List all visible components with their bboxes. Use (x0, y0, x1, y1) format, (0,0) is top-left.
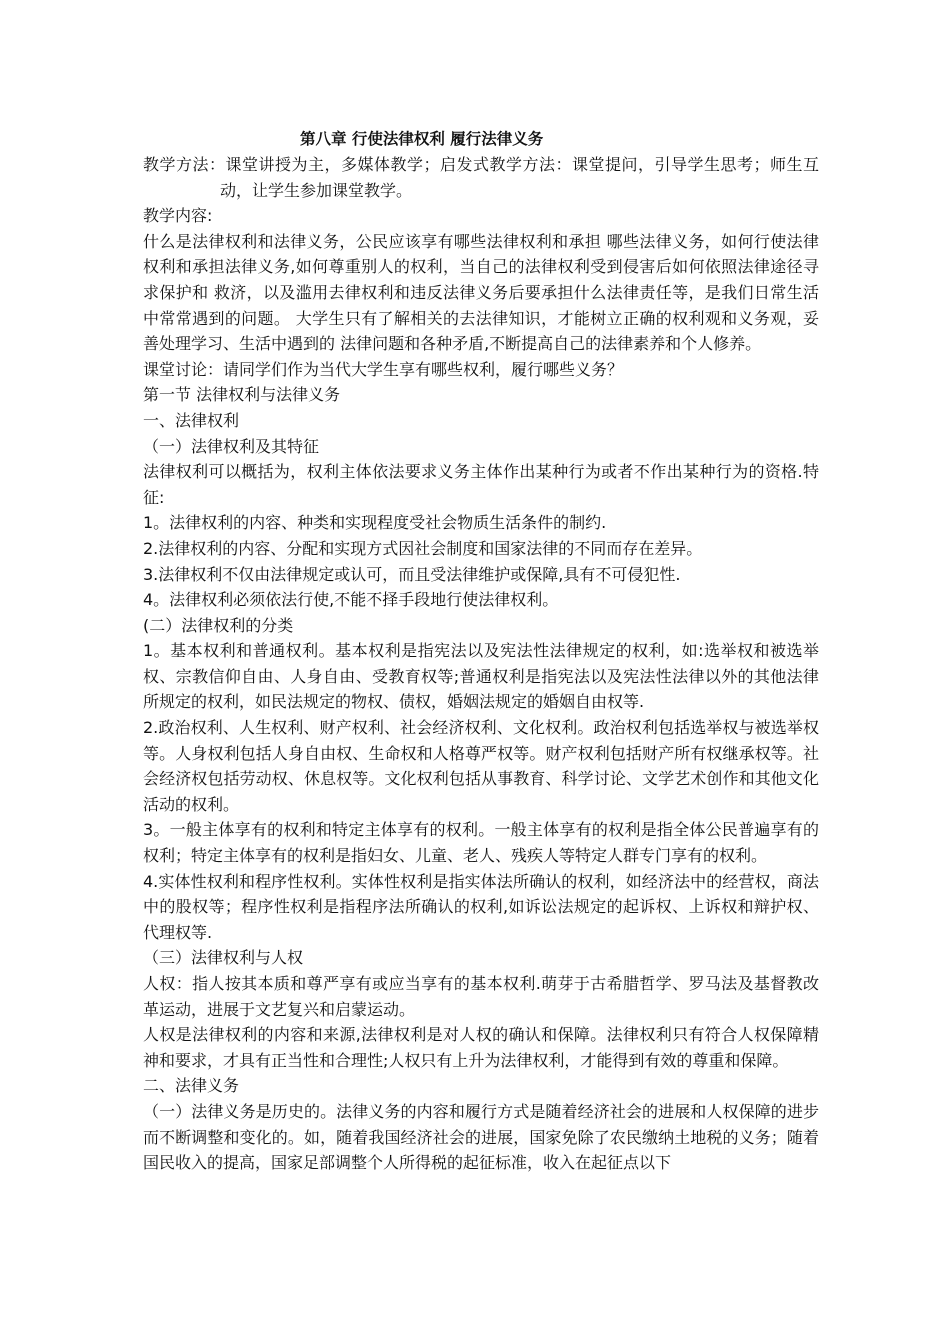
feature-2: 2.法律权利的内容、分配和实现方式因社会制度和国家法律的不同而存在差异。 (143, 538, 703, 558)
feature-1: 1。法律权利的内容、种类和实现程度受社会物质生活条件的制约. (143, 513, 607, 533)
subheading-legal-obligations: 二、法律义务 (143, 1076, 240, 1096)
intro-paragraph: 什么是法律权利和法律义务，公民应该享有哪些法律权利和承担 哪些法律义务，如何行使法律权利和承担法律义务,如何尊重别人的权利，当自己的法律权利受到侵害后如何依照法律途径寻求保护和 救济，以及滥用去律权利和违反法律义务后要承担什么法律责任等，是我们日常生活中常常遇到的问题。 大学生只有了解相关的去法律知识，才能树立正确的权利观和义务观，妥善处理学习、生活中遇到的 法律问题和各种矛盾,不断提高自己的法律素养和个人修养。 (143, 231, 819, 354)
subheading-rights-human-rights: （三）法律权利与人权 (143, 948, 304, 968)
teaching-method: 教学方法：课堂讲授为主，多媒体教学；启发式教学方法：课堂提问，引导学生思考；师生互动，让学生参加课堂教学。 (143, 155, 819, 200)
document-body (143, 126, 819, 1176)
human-rights-relation: 人权是法律权利的内容和来源,法律权利是对人权的确认和保障。法律权利只有符合人权保障精神和要求，才具有正当性和合理性;人权只有上升为法律权利，才能得到有效的尊重和保障。 (143, 1025, 819, 1070)
human-rights-definition: 人权：指人按其本质和尊严享有或应当享有的基本权利.萌芽于古希腊哲学、罗马法及基督教改革运动，进展于文艺复兴和启蒙运动。 (143, 974, 819, 1019)
feature-3: 3.法律权利不仅由法律规定或认可，而且受法律维护或保障,具有不可侵犯性. (143, 564, 681, 584)
classification-4: 4.实体性权利和程序性权利。实体性权利是指实体法所确认的权利，如经济法中的经营权，商法中的股权等；程序性权利是指程序法所确认的权利,如诉讼法规定的起诉权、上诉权和辩护权、代理权等. (143, 871, 819, 942)
subheading-rights-features: （一）法律权利及其特征 (143, 436, 320, 456)
subheading-rights-classification: (二）法律权利的分类 (143, 615, 294, 635)
classification-2: 2.政治权利、人生权利、财产权利、社会经济权利、文化权利。政治权利包括选举权与被选举权等。人身权利包括人身自由权、生命权和人格尊严权等。财产权利包括财产所有权继承权等。社会经济权包括劳动权、休息权等。文化权利包括从事教育、科学讨论、文学艺术创作和其他文化活动的权利。 (143, 718, 819, 814)
obligations-historical: （一）法律义务是历史的。法律义务的内容和履行方式是随着经济社会的进展和人权保障的进步而不断调整和变化的。如，随着我国经济社会的进展，国家免除了农民缴纳土地税的义务；随着国民收入的提高，国家足部调整个人所得税的起征标准，收入在起征点以下 (143, 1101, 819, 1173)
section-heading: 第一节 法律权利与法律义务 (143, 385, 341, 405)
feature-4: 4。法律权利必须依法行使,不能不择手段地行使法律权利。 (143, 590, 559, 610)
class-discussion: 课堂讨论：请同学们作为当代大学生享有哪些权利，履行哪些义务？ (143, 359, 624, 379)
classification-1: 1。基本权利和普通权利。基本权利是指宪法以及宪法性法律规定的权利，如:选举权和被选举权、宗教信仰自由、人身自由、受教育权等;普通权利是指宪法以及宪法性法律以外的其他法律所规定的权利，如民法规定的物权、债权，婚姻法规定的婚姻自由权等. (143, 641, 819, 712)
teaching-content-label: 教学内容: (143, 206, 213, 226)
subheading-legal-rights: 一、法律权利 (143, 410, 240, 430)
rights-definition: 法律权利可以概括为，权利主体依法要求义务主体作出某种行为或者不作出某种行为的资格.特征: (143, 462, 819, 507)
chapter-title: 第八章 行使法律权利 履行法律义务 (300, 130, 544, 148)
classification-3: 3。一般主体享有的权利和特定主体享有的权利。一般主体享有的权利是指全体公民普遍享有的权利；特定主体享有的权利是指妇女、儿童、老人、残疾人等特定人群专门享有的权利。 (143, 820, 819, 866)
